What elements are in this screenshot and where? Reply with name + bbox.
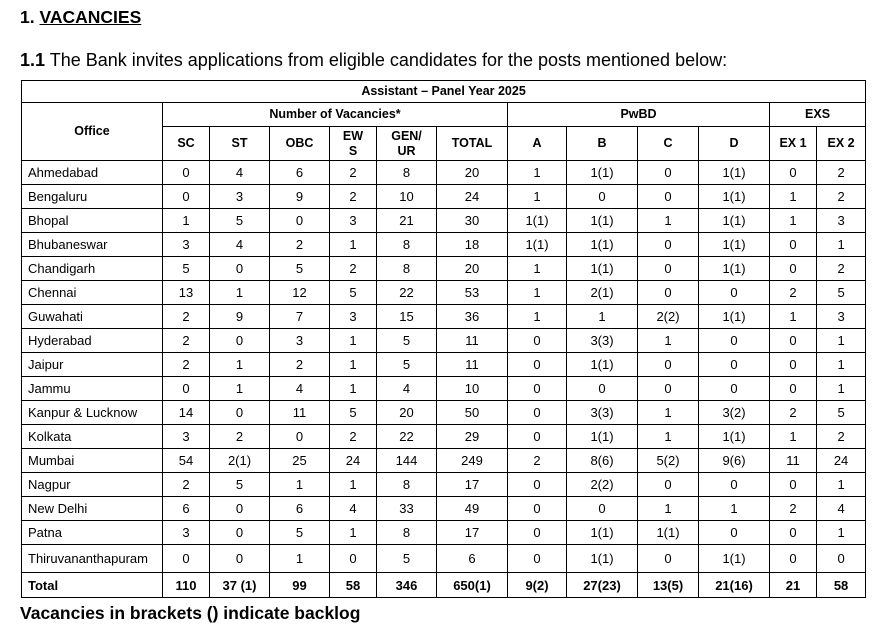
value-cell: 0	[699, 281, 770, 305]
table-row	[22, 377, 866, 401]
value-cell: 4	[210, 161, 270, 185]
value-cell: 12	[270, 281, 330, 305]
table-row	[22, 281, 866, 305]
vacancies-group-header: Number of Vacancies*	[163, 103, 508, 127]
value-cell: 1(1)	[699, 209, 770, 233]
value-cell: 0	[163, 185, 210, 209]
value-cell: 3	[330, 305, 377, 329]
value-cell: 1	[638, 329, 699, 353]
value-cell: 3	[817, 209, 866, 233]
value-cell: 25	[270, 449, 330, 473]
intro-text: The Bank invites applications from eligible candidates for the posts mentioned below:	[49, 50, 728, 70]
value-cell: 99	[270, 573, 330, 598]
column-header: EX 2	[817, 127, 866, 161]
value-cell: 0	[817, 545, 866, 573]
value-cell: 0	[210, 329, 270, 353]
office-cell: Bengaluru	[22, 185, 163, 209]
value-cell: 0	[638, 377, 699, 401]
value-cell: 1(1)	[699, 305, 770, 329]
value-cell: 6	[270, 161, 330, 185]
value-cell: 11	[270, 401, 330, 425]
value-cell: 5	[817, 401, 866, 425]
section-number: 1.	[20, 7, 35, 27]
value-cell: 17	[437, 521, 508, 545]
column-header: EX 1	[770, 127, 817, 161]
value-cell: 1	[817, 473, 866, 497]
value-cell: 0	[210, 497, 270, 521]
value-cell: 0	[210, 521, 270, 545]
office-cell: Ahmedabad	[22, 161, 163, 185]
value-cell: 1(1)	[508, 233, 567, 257]
value-cell: 1	[638, 497, 699, 521]
value-cell: 0	[770, 545, 817, 573]
value-cell: 1	[270, 473, 330, 497]
table-row	[22, 161, 866, 185]
value-cell: 1	[770, 185, 817, 209]
value-cell: 49	[437, 497, 508, 521]
value-cell: 2	[330, 161, 377, 185]
column-header: B	[567, 127, 638, 161]
value-cell: 1	[770, 209, 817, 233]
office-cell: Chennai	[22, 281, 163, 305]
value-cell: 1(1)	[567, 161, 638, 185]
value-cell: 2	[330, 425, 377, 449]
office-cell: Mumbai	[22, 449, 163, 473]
intro-paragraph	[20, 50, 727, 71]
office-header: Office	[22, 103, 163, 161]
value-cell: 2(2)	[638, 305, 699, 329]
value-cell: 3	[330, 209, 377, 233]
value-cell: 1	[770, 305, 817, 329]
value-cell: 36	[437, 305, 508, 329]
value-cell: 10	[437, 377, 508, 401]
table-row	[22, 257, 866, 281]
value-cell: 0	[270, 425, 330, 449]
value-cell: 2	[270, 353, 330, 377]
value-cell: 29	[437, 425, 508, 449]
value-cell: 1(1)	[567, 521, 638, 545]
value-cell: 5	[270, 257, 330, 281]
table-row	[22, 497, 866, 521]
value-cell: 2	[330, 257, 377, 281]
value-cell: 8	[377, 521, 437, 545]
value-cell: 0	[508, 401, 567, 425]
office-cell: Patna	[22, 521, 163, 545]
value-cell: 3	[163, 521, 210, 545]
value-cell: 0	[638, 473, 699, 497]
value-cell: 0	[163, 545, 210, 573]
value-cell: 13(5)	[638, 573, 699, 598]
value-cell: 27(23)	[567, 573, 638, 598]
value-cell: 1	[508, 305, 567, 329]
value-cell: 0	[508, 329, 567, 353]
value-cell: 3(3)	[567, 329, 638, 353]
value-cell: 1(1)	[567, 257, 638, 281]
value-cell: 0	[770, 377, 817, 401]
value-cell: 1	[508, 185, 567, 209]
value-cell: 0	[210, 545, 270, 573]
value-cell: 2	[163, 473, 210, 497]
value-cell: 0	[699, 329, 770, 353]
value-cell: 0	[770, 353, 817, 377]
value-cell: 6	[163, 497, 210, 521]
value-cell: 0	[638, 257, 699, 281]
value-cell: 3	[163, 425, 210, 449]
value-cell: 1	[817, 377, 866, 401]
value-cell: 2	[770, 401, 817, 425]
exs-group-header: EXS	[770, 103, 866, 127]
value-cell: 18	[437, 233, 508, 257]
value-cell: 8	[377, 473, 437, 497]
value-cell: 1	[210, 353, 270, 377]
table-title: Assistant – Panel Year 2025	[22, 81, 866, 103]
table-row	[22, 473, 866, 497]
value-cell: 5(2)	[638, 449, 699, 473]
column-header: EW S	[330, 127, 377, 161]
value-cell: 3(2)	[699, 401, 770, 425]
column-header: A	[508, 127, 567, 161]
value-cell: 2(1)	[567, 281, 638, 305]
value-cell: 1	[330, 521, 377, 545]
value-cell: 58	[330, 573, 377, 598]
value-cell: 20	[437, 161, 508, 185]
value-cell: 0	[270, 209, 330, 233]
value-cell: 1	[210, 377, 270, 401]
value-cell: 0	[770, 257, 817, 281]
value-cell: 53	[437, 281, 508, 305]
value-cell: 110	[163, 573, 210, 598]
value-cell: 1	[330, 377, 377, 401]
value-cell: 1	[567, 305, 638, 329]
value-cell: 1(1)	[699, 233, 770, 257]
column-header: OBC	[270, 127, 330, 161]
value-cell: 1	[638, 401, 699, 425]
value-cell: 4	[377, 377, 437, 401]
value-cell: 0	[567, 377, 638, 401]
value-cell: 5	[377, 353, 437, 377]
value-cell: 20	[437, 257, 508, 281]
column-header: D	[699, 127, 770, 161]
value-cell: 0	[638, 161, 699, 185]
value-cell: 50	[437, 401, 508, 425]
value-cell: 9(2)	[508, 573, 567, 598]
value-cell: 9(6)	[699, 449, 770, 473]
office-cell: New Delhi	[22, 497, 163, 521]
value-cell: 0	[163, 377, 210, 401]
value-cell: 15	[377, 305, 437, 329]
office-cell: Bhopal	[22, 209, 163, 233]
value-cell: 2	[270, 233, 330, 257]
table-row	[22, 425, 866, 449]
value-cell: 8	[377, 161, 437, 185]
column-header: GEN/ UR	[377, 127, 437, 161]
section-title: VACANCIES	[39, 7, 142, 27]
value-cell: 37 (1)	[210, 573, 270, 598]
value-cell: 0	[770, 233, 817, 257]
office-cell: Jammu	[22, 377, 163, 401]
value-cell: 30	[437, 209, 508, 233]
value-cell: 0	[508, 473, 567, 497]
value-cell: 0	[770, 473, 817, 497]
value-cell: 2	[163, 305, 210, 329]
value-cell: 4	[210, 233, 270, 257]
value-cell: 650(1)	[437, 573, 508, 598]
value-cell: 20	[377, 401, 437, 425]
table-row	[22, 521, 866, 545]
value-cell: 33	[377, 497, 437, 521]
value-cell: 24	[437, 185, 508, 209]
value-cell: 0	[638, 233, 699, 257]
value-cell: 6	[270, 497, 330, 521]
value-cell: 0	[699, 473, 770, 497]
value-cell: 24	[817, 449, 866, 473]
value-cell: 1	[508, 281, 567, 305]
value-cell: 0	[699, 521, 770, 545]
column-header: ST	[210, 127, 270, 161]
value-cell: 5	[270, 521, 330, 545]
value-cell: 1	[330, 329, 377, 353]
vacancy-table	[21, 80, 866, 598]
value-cell: 1(1)	[699, 545, 770, 573]
value-cell: 0	[508, 377, 567, 401]
office-cell: Chandigarh	[22, 257, 163, 281]
table-row	[22, 209, 866, 233]
value-cell: 2	[508, 449, 567, 473]
office-cell: Kanpur & Lucknow	[22, 401, 163, 425]
value-cell: 22	[377, 281, 437, 305]
column-header: TOTAL	[437, 127, 508, 161]
value-cell: 1(1)	[567, 425, 638, 449]
value-cell: 5	[163, 257, 210, 281]
value-cell: 11	[770, 449, 817, 473]
value-cell: 1	[638, 209, 699, 233]
value-cell: 1	[163, 209, 210, 233]
office-cell: Total	[22, 573, 163, 598]
value-cell: 5	[817, 281, 866, 305]
value-cell: 21(16)	[699, 573, 770, 598]
value-cell: 249	[437, 449, 508, 473]
value-cell: 3(3)	[567, 401, 638, 425]
value-cell: 0	[210, 401, 270, 425]
value-cell: 58	[817, 573, 866, 598]
intro-number: 1.1	[20, 50, 46, 70]
value-cell: 346	[377, 573, 437, 598]
column-header: C	[638, 127, 699, 161]
value-cell: 1(1)	[567, 353, 638, 377]
value-cell: 1(1)	[699, 425, 770, 449]
value-cell: 5	[330, 401, 377, 425]
value-cell: 7	[270, 305, 330, 329]
value-cell: 5	[377, 545, 437, 573]
value-cell: 1	[817, 353, 866, 377]
value-cell: 3	[210, 185, 270, 209]
value-cell: 2	[817, 425, 866, 449]
value-cell: 0	[508, 545, 567, 573]
value-cell: 1	[210, 281, 270, 305]
table-row	[22, 305, 866, 329]
value-cell: 1	[817, 233, 866, 257]
value-cell: 1(1)	[699, 185, 770, 209]
value-cell: 54	[163, 449, 210, 473]
table-row	[22, 185, 866, 209]
value-cell: 17	[437, 473, 508, 497]
office-cell: Bhubaneswar	[22, 233, 163, 257]
table-row	[22, 353, 866, 377]
value-cell: 1(1)	[508, 209, 567, 233]
value-cell: 4	[270, 377, 330, 401]
value-cell: 0	[638, 281, 699, 305]
value-cell: 11	[437, 329, 508, 353]
value-cell: 2	[210, 425, 270, 449]
value-cell: 0	[699, 353, 770, 377]
value-cell: 2	[817, 161, 866, 185]
value-cell: 2	[817, 185, 866, 209]
value-cell: 5	[210, 209, 270, 233]
table-row	[22, 449, 866, 473]
column-header: SC	[163, 127, 210, 161]
value-cell: 0	[567, 185, 638, 209]
value-cell: 3	[270, 329, 330, 353]
office-cell: Nagpur	[22, 473, 163, 497]
value-cell: 1	[330, 233, 377, 257]
value-cell: 9	[270, 185, 330, 209]
value-cell: 4	[330, 497, 377, 521]
value-cell: 13	[163, 281, 210, 305]
value-cell: 144	[377, 449, 437, 473]
value-cell: 3	[163, 233, 210, 257]
value-cell: 1	[508, 161, 567, 185]
value-cell: 1	[330, 353, 377, 377]
value-cell: 2(2)	[567, 473, 638, 497]
value-cell: 0	[770, 521, 817, 545]
value-cell: 22	[377, 425, 437, 449]
value-cell: 2	[330, 185, 377, 209]
value-cell: 0	[508, 497, 567, 521]
value-cell: 6	[437, 545, 508, 573]
value-cell: 8	[377, 233, 437, 257]
value-cell: 8	[377, 257, 437, 281]
office-cell: Hyderabad	[22, 329, 163, 353]
value-cell: 0	[508, 353, 567, 377]
value-cell: 21	[770, 573, 817, 598]
value-cell: 21	[377, 209, 437, 233]
value-cell: 1(1)	[567, 233, 638, 257]
value-cell: 2	[163, 329, 210, 353]
value-cell: 5	[377, 329, 437, 353]
value-cell: 9	[210, 305, 270, 329]
office-cell: Jaipur	[22, 353, 163, 377]
value-cell: 2	[770, 281, 817, 305]
value-cell: 1	[817, 521, 866, 545]
value-cell: 1	[270, 545, 330, 573]
value-cell: 0	[163, 161, 210, 185]
value-cell: 1	[817, 329, 866, 353]
value-cell: 2	[163, 353, 210, 377]
value-cell: 8(6)	[567, 449, 638, 473]
value-cell: 2	[770, 497, 817, 521]
value-cell: 11	[437, 353, 508, 377]
value-cell: 14	[163, 401, 210, 425]
value-cell: 0	[508, 521, 567, 545]
value-cell: 2	[817, 257, 866, 281]
value-cell: 1(1)	[699, 257, 770, 281]
value-cell: 0	[638, 353, 699, 377]
pwbd-group-header: PwBD	[508, 103, 770, 127]
office-cell: Kolkata	[22, 425, 163, 449]
value-cell: 1	[770, 425, 817, 449]
value-cell: 1	[699, 497, 770, 521]
value-cell: 0	[770, 329, 817, 353]
value-cell: 1(1)	[638, 521, 699, 545]
value-cell: 10	[377, 185, 437, 209]
value-cell: 5	[330, 281, 377, 305]
office-cell: Guwahati	[22, 305, 163, 329]
value-cell: 0	[567, 497, 638, 521]
table-row	[22, 233, 866, 257]
value-cell: 2(1)	[210, 449, 270, 473]
value-cell: 3	[817, 305, 866, 329]
value-cell: 0	[770, 161, 817, 185]
value-cell: 0	[638, 185, 699, 209]
office-cell: Thiruvananthapuram	[22, 545, 163, 573]
section-heading	[20, 7, 141, 28]
value-cell: 1(1)	[567, 545, 638, 573]
value-cell: 4	[817, 497, 866, 521]
value-cell: 0	[210, 257, 270, 281]
table-row	[22, 401, 866, 425]
value-cell: 24	[330, 449, 377, 473]
value-cell: 0	[638, 545, 699, 573]
value-cell: 5	[210, 473, 270, 497]
value-cell: 1	[330, 473, 377, 497]
table-row	[22, 329, 866, 353]
value-cell: 0	[330, 545, 377, 573]
value-cell: 0	[508, 425, 567, 449]
total-row	[22, 573, 866, 598]
value-cell: 1	[508, 257, 567, 281]
table-row	[22, 545, 866, 573]
value-cell: 1	[638, 425, 699, 449]
value-cell: 1(1)	[567, 209, 638, 233]
value-cell: 0	[699, 377, 770, 401]
footnote: Vacancies in brackets () indicate backlog	[20, 603, 361, 623]
value-cell: 1(1)	[699, 161, 770, 185]
